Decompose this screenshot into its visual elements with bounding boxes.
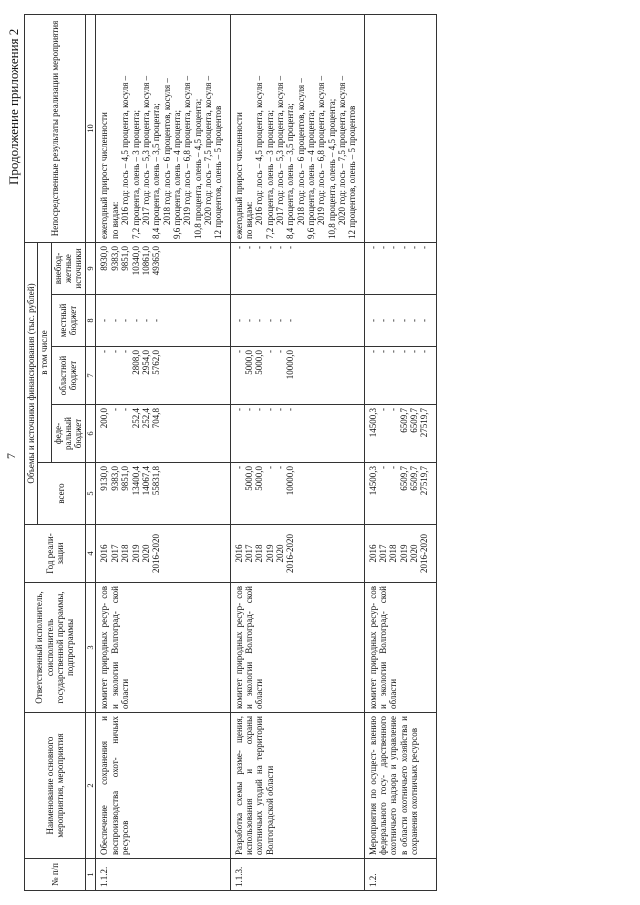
extra-value: - [233, 246, 244, 249]
result-line: 2020 год: лось – 7,5 процента, косуля – [202, 75, 213, 225]
year-value: 2017 [243, 544, 254, 563]
appendix-title: Продолжение приложения 2 [6, 28, 21, 185]
regional-value: 2808,0 [130, 350, 141, 375]
year-value: 2016 [367, 544, 378, 563]
extra-value: - [388, 246, 399, 249]
header-total: всего [38, 463, 85, 525]
column-number: 4 [85, 525, 96, 583]
year-cell [96, 525, 230, 583]
local-value: - [243, 319, 254, 322]
column-number: 10 [85, 15, 96, 243]
result-line: по видам: [243, 201, 254, 239]
year-value: 2018 [254, 544, 265, 563]
result-line: 2017 год: лось – 5,3 процента, косуля – [274, 75, 285, 225]
result-line: 12 процентов, олень – 5 процентов [213, 105, 224, 239]
column-number: 5 [85, 463, 96, 525]
federal-value: 704,8 [151, 408, 162, 429]
federal-value: 6509,7 [398, 408, 409, 433]
result-cell [364, 15, 436, 243]
header-year: Год реали- зации [25, 525, 86, 583]
total-value: - [388, 466, 399, 469]
extra-value: - [285, 246, 296, 249]
total-value: 5000,0 [254, 466, 265, 491]
year-value: 2016 [233, 544, 244, 563]
year-value: 2018 [120, 544, 131, 563]
column-number: 9 [85, 243, 96, 295]
column-number-row [85, 15, 96, 891]
local-value: - [285, 319, 296, 322]
header-financing: Объемы и источники финансирования (тыс. рублей) [25, 243, 38, 525]
year-value: 2016-2020 [285, 534, 296, 573]
federal-value: 252,4 [140, 408, 151, 429]
row-number: 1.1.3. [230, 859, 364, 891]
local-value: - [409, 319, 420, 322]
year-value: 2016 [99, 544, 110, 563]
total-value: 10000,0 [285, 466, 296, 496]
regional-value: 5000,0 [254, 350, 265, 375]
extra-value: - [419, 246, 430, 249]
local-cell [230, 295, 364, 347]
extra-value: - [254, 246, 265, 249]
federal-value: 6509,7 [409, 408, 420, 433]
total-value: - [264, 466, 275, 469]
result-line: 7,2 процента, олень – 3 процента; [264, 109, 275, 239]
year-value: 2020 [409, 544, 420, 563]
table-row [230, 15, 364, 891]
federal-cell [230, 405, 364, 463]
regional-value: - [419, 350, 430, 353]
result-line: ежегодный прирост численности [99, 112, 110, 239]
executor-name: комитет природных ресур- сов и экологии Волгоград- ской области [364, 583, 436, 713]
local-value: - [419, 319, 430, 322]
total-value: 14067,4 [140, 466, 151, 496]
federal-value: - [254, 408, 265, 411]
federal-value: - [285, 408, 296, 411]
header-including: в том числе [38, 243, 51, 463]
result-line: 9,6 процента, олень – 4 процента; [306, 109, 317, 239]
measure-name: Обеспечение сохранения и воспроизводства охот- ничьих ресурсов [96, 713, 230, 859]
total-value: 14500,3 [367, 466, 378, 496]
extra-cell [364, 243, 436, 295]
total-value: 9130,0 [99, 466, 110, 491]
regional-value: - [378, 350, 389, 353]
federal-value: 27519,7 [419, 408, 430, 438]
header-extra: внебюд- жетные источники [51, 243, 85, 295]
year-value: 2020 [274, 544, 285, 563]
federal-value: - [264, 408, 275, 411]
result-line: 2018 год: лось – 6 процентов, косуля – [295, 78, 306, 225]
year-value: 2019 [264, 544, 275, 563]
year-value: 2016-2020 [419, 534, 430, 573]
regional-value: - [274, 350, 285, 353]
federal-value: - [243, 408, 254, 411]
federal-value: - [233, 408, 244, 411]
result-line: 7,2 процента, олень – 3 процента; [130, 109, 141, 239]
extra-cell [96, 243, 230, 295]
column-number: 1 [85, 859, 96, 891]
result-line: 2016 год: лось – 4,5 процента, косуля – [120, 75, 131, 225]
regional-value: 10000,0 [285, 350, 296, 380]
regional-cell [96, 347, 230, 405]
executor-name: комитет природных ресур- сов и экологии Волгоград- ской области [96, 583, 230, 713]
local-cell [364, 295, 436, 347]
extra-value: - [243, 246, 254, 249]
extra-value: - [274, 246, 285, 249]
result-line: 9,6 процента, олень – 4 процента; [171, 109, 182, 239]
extra-value: - [367, 246, 378, 249]
regional-value: - [388, 350, 399, 353]
total-cell [364, 463, 436, 525]
measure-name: Разработка схемы разме- щения, использования и охраны охотничьих угодий на территории Волгоградской области [230, 713, 364, 859]
local-value: - [367, 319, 378, 322]
year-value: 2017 [378, 544, 389, 563]
result-line: 12 процентов, олень – 5 процентов [347, 105, 358, 239]
local-value: - [140, 319, 151, 322]
local-value: - [398, 319, 409, 322]
local-value: - [99, 319, 110, 322]
federal-cell [364, 405, 436, 463]
result-line: 8,4 процента, олень – 3,5 процента; [151, 103, 162, 239]
regional-value: - [120, 350, 131, 353]
year-value: 2019 [130, 544, 141, 563]
regional-cell [364, 347, 436, 405]
total-value: - [233, 466, 244, 469]
row-number: 1.2. [364, 859, 436, 891]
extra-value: 9851,0 [120, 246, 131, 271]
result-line: 2020 год: лось – 7,5 процента, косуля – [337, 75, 348, 225]
local-value: - [130, 319, 141, 322]
federal-value: - [109, 408, 120, 411]
local-value: - [233, 319, 244, 322]
column-number: 3 [85, 583, 96, 713]
federal-value: 252,4 [130, 408, 141, 429]
federal-value: - [378, 408, 389, 411]
regional-value: 2954,0 [140, 350, 151, 375]
total-value: 6509,7 [398, 466, 409, 491]
row-number: 1.1.2. [96, 859, 230, 891]
local-value: - [388, 319, 399, 322]
header-regional: областной бюджет [51, 347, 85, 405]
federal-value: 14500,3 [367, 408, 378, 438]
extra-value: - [409, 246, 420, 249]
result-line: 2019 год: лось – 6,8 процента, косуля – [182, 75, 193, 225]
local-value: - [109, 319, 120, 322]
local-value: - [151, 319, 162, 322]
year-cell [230, 525, 364, 583]
total-value: 55831,8 [151, 466, 162, 496]
total-value: 27519,7 [419, 466, 430, 496]
year-value: 2016-2020 [151, 534, 162, 573]
column-number: 6 [85, 405, 96, 463]
total-value: - [274, 466, 285, 469]
year-value: 2018 [388, 544, 399, 563]
result-line: по видам: [109, 201, 120, 239]
column-number: 2 [85, 713, 96, 859]
local-cell [96, 295, 230, 347]
local-value: - [254, 319, 265, 322]
result-line: 2018 год: лось – 6 процентов, косуля – [161, 78, 172, 225]
federal-cell [96, 405, 230, 463]
local-value: - [264, 319, 275, 322]
total-value: 9383,0 [109, 466, 120, 491]
result-cell [230, 15, 364, 243]
total-value: 6509,7 [409, 466, 420, 491]
regional-value: - [109, 350, 120, 353]
header-executor: Ответственный исполнитель, соисполнитель государственной программы, подпрограммы [25, 583, 86, 713]
extra-value: 49365,0 [151, 246, 162, 276]
extra-value: 10340,0 [130, 246, 141, 276]
total-value: 13400,4 [130, 466, 141, 496]
total-cell [96, 463, 230, 525]
header-result: Непосредственные результаты реализации мероприятия [25, 15, 86, 243]
federal-value: - [120, 408, 131, 411]
total-value: 9851,0 [120, 466, 131, 491]
regional-value: - [398, 350, 409, 353]
result-line: ежегодный прирост численности [233, 112, 244, 239]
measure-name: Мероприятия по осущест- влению федерального госу- дарственного охотничьего надзора и управление в области охотничьего хозяйства и сохранения охотничьих ресурсов [364, 713, 436, 859]
extra-value: 10861,0 [140, 246, 151, 276]
regional-value: - [99, 350, 110, 353]
local-value: - [274, 319, 285, 322]
year-value: 2019 [398, 544, 409, 563]
regional-value: - [367, 350, 378, 353]
result-line: 2016 год: лось – 4,5 процента, косуля – [254, 75, 265, 225]
federal-value: - [274, 408, 285, 411]
table-body [96, 15, 436, 891]
result-line: 10,8 процента, олень – 4,5 процента; [326, 98, 337, 239]
header-name: Наименование основного мероприятия, мероприятия [25, 713, 86, 859]
result-line: 10,8 процента, олень – 4,5 процента; [192, 98, 203, 239]
table-row [96, 15, 230, 891]
extra-value: - [378, 246, 389, 249]
result-line: 8,4 процента, олень – 3,5 процента; [285, 103, 296, 239]
local-value: - [120, 319, 131, 322]
regional-value: - [409, 350, 420, 353]
regional-value: 5000,0 [243, 350, 254, 375]
column-number: 7 [85, 347, 96, 405]
year-cell [364, 525, 436, 583]
local-value: - [378, 319, 389, 322]
result-cell [96, 15, 230, 243]
year-value: 2020 [140, 544, 151, 563]
header-federal: феде- ральный бюджет [51, 405, 85, 463]
extra-value: - [398, 246, 409, 249]
header-num: № п/п [25, 859, 86, 891]
financing-table [24, 14, 437, 891]
result-line: 2017 год: лось – 5,3 процента, косуля – [140, 75, 151, 225]
total-value: - [378, 466, 389, 469]
header-local: местный бюджет [51, 295, 85, 347]
federal-value: 200,0 [99, 408, 110, 429]
total-value: 5000,0 [243, 466, 254, 491]
year-value: 2017 [109, 544, 120, 563]
result-line: 2019 год: лось – 6,8 процента, косуля – [316, 75, 327, 225]
page-number: 7 [4, 453, 18, 459]
total-cell [230, 463, 364, 525]
regional-value: - [264, 350, 275, 353]
extra-cell [230, 243, 364, 295]
executor-name: комитет природных ресур- сов и экологии Волгоград- ской области [230, 583, 364, 713]
extra-value: 9383,0 [109, 246, 120, 271]
federal-value: - [388, 408, 399, 411]
column-number: 8 [85, 295, 96, 347]
table-row [364, 15, 436, 891]
regional-value: 5762,0 [151, 350, 162, 375]
extra-value: - [264, 246, 275, 249]
regional-cell [230, 347, 364, 405]
extra-value: 8930,0 [99, 246, 110, 271]
regional-value: - [233, 350, 244, 353]
